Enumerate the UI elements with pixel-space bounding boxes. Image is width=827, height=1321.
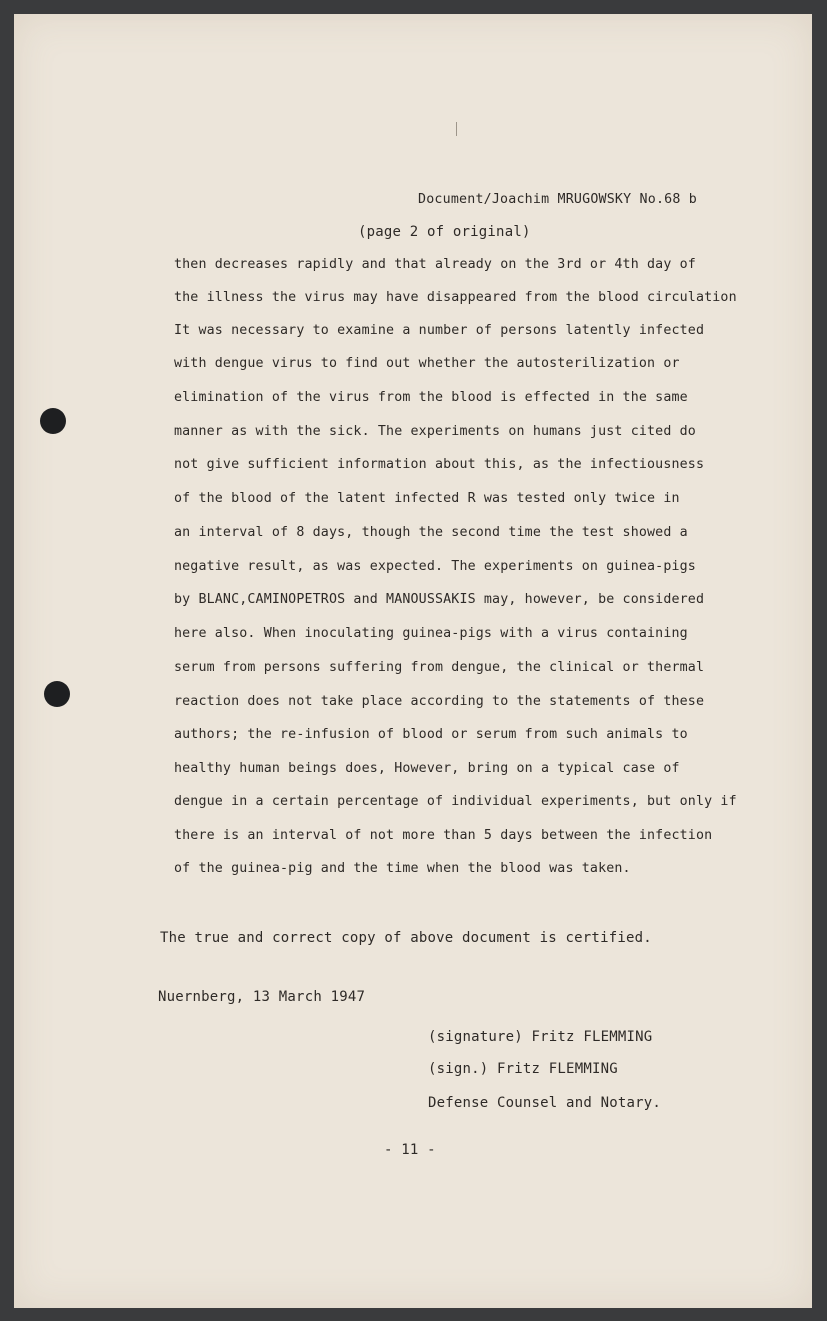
certification-statement: The true and correct copy of above document is certified.	[160, 930, 652, 946]
body-line: then decreases rapidly and that already on the 3rd or 4th day of	[174, 257, 696, 272]
body-line: the illness the virus may have disappeared from the blood circulation	[174, 290, 737, 305]
body-line: of the blood of the latent infected R was tested only twice in	[174, 491, 680, 506]
signature-line: (sign.) Fritz FLEMMING	[428, 1061, 618, 1077]
body-line: reaction does not take place according to the statements of these	[174, 694, 705, 709]
body-line: serum from persons suffering from dengue, the clinical or thermal	[174, 660, 705, 675]
place-date: Nuernberg, 13 March 1947	[158, 989, 366, 1005]
body-line: with dengue virus to find out whether the autosterilization or	[174, 356, 680, 371]
body-line: there is an interval of not more than 5 days between the infection	[174, 828, 713, 843]
fold-mark	[456, 122, 457, 136]
body-line: by BLANC,CAMINOPETROS and MANOUSSAKIS may, however, be considered	[174, 592, 705, 607]
body-line: elimination of the virus from the blood is effected in the same	[174, 390, 688, 405]
body-line: manner as with the sick. The experiments on humans just cited do	[174, 424, 696, 439]
body-line: an interval of 8 days, though the second time the test showed a	[174, 525, 688, 540]
signature-line: (signature) Fritz FLEMMING	[428, 1029, 653, 1045]
body-line: healthy human beings does, However, bring on a typical case of	[174, 761, 680, 776]
document-page	[14, 14, 812, 1308]
body-line: here also. When inoculating guinea-pigs with a virus containing	[174, 626, 688, 641]
document-reference: Document/Joachim MRUGOWSKY No.68 b	[418, 192, 697, 207]
body-line: dengue in a certain percentage of individual experiments, but only if	[174, 794, 737, 809]
body-line: authors; the re-infusion of blood or serum from such animals to	[174, 727, 688, 742]
punch-hole-top	[40, 408, 66, 434]
page-number: - 11 -	[384, 1142, 436, 1158]
punch-hole-bottom	[44, 681, 70, 707]
body-line: of the guinea-pig and the time when the blood was taken.	[174, 861, 631, 876]
body-line: not give sufficient information about this, as the infectiousness	[174, 457, 705, 472]
signature-title: Defense Counsel and Notary.	[428, 1095, 661, 1111]
body-line: It was necessary to examine a number of persons latently infected	[174, 323, 705, 338]
page-note: (page 2 of original)	[358, 224, 531, 240]
body-line: negative result, as was expected. The experiments on guinea-pigs	[174, 559, 696, 574]
